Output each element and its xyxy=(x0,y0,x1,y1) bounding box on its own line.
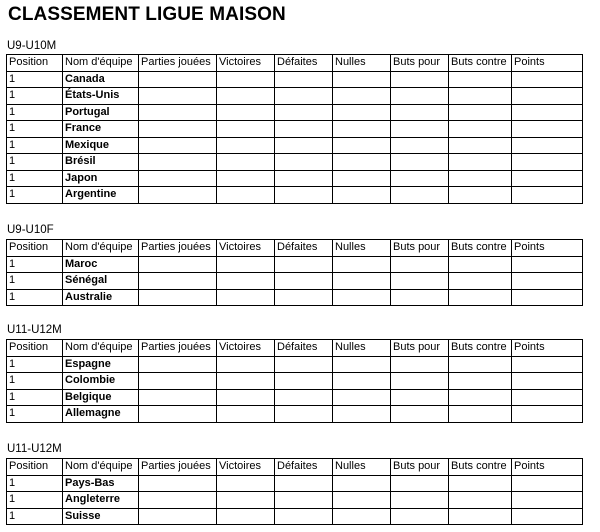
empty-stat-cell xyxy=(512,104,583,121)
team-name-cell: Brésil xyxy=(63,154,139,171)
page-title: CLASSEMENT LIGUE MAISON xyxy=(8,4,286,25)
column-header: Points xyxy=(512,240,583,257)
position-cell: 1 xyxy=(7,289,63,306)
empty-stat-cell xyxy=(512,273,583,290)
position-cell: 1 xyxy=(7,356,63,373)
empty-stat-cell xyxy=(333,187,391,204)
table-row xyxy=(7,406,583,423)
column-header: Buts contre xyxy=(449,459,512,476)
column-header: Défaites xyxy=(275,340,333,357)
column-header: Victoires xyxy=(217,340,275,357)
empty-stat-cell xyxy=(449,475,512,492)
empty-stat-cell xyxy=(275,71,333,88)
column-header: Parties jouées xyxy=(139,55,217,72)
column-header: Nom d'équipe xyxy=(63,340,139,357)
empty-stat-cell xyxy=(275,373,333,390)
empty-stat-cell xyxy=(391,121,449,138)
column-header: Nulles xyxy=(333,55,391,72)
empty-stat-cell xyxy=(449,137,512,154)
empty-stat-cell xyxy=(275,492,333,509)
empty-stat-cell xyxy=(217,356,275,373)
column-header: Nom d'équipe xyxy=(63,240,139,257)
empty-stat-cell xyxy=(217,508,275,525)
empty-stat-cell xyxy=(139,373,217,390)
team-name-cell: Espagne xyxy=(63,356,139,373)
position-cell: 1 xyxy=(7,88,63,105)
empty-stat-cell xyxy=(449,289,512,306)
empty-stat-cell xyxy=(512,121,583,138)
empty-stat-cell xyxy=(275,389,333,406)
table-row xyxy=(7,137,583,154)
position-cell: 1 xyxy=(7,373,63,390)
empty-stat-cell xyxy=(217,475,275,492)
table-row xyxy=(7,187,583,204)
empty-stat-cell xyxy=(333,170,391,187)
empty-stat-cell xyxy=(333,492,391,509)
empty-stat-cell xyxy=(139,492,217,509)
empty-stat-cell xyxy=(391,154,449,171)
empty-stat-cell xyxy=(391,170,449,187)
empty-stat-cell xyxy=(449,492,512,509)
empty-stat-cell xyxy=(333,137,391,154)
position-cell: 1 xyxy=(7,389,63,406)
table-row xyxy=(7,71,583,88)
empty-stat-cell xyxy=(217,406,275,423)
table-row xyxy=(7,170,583,187)
table-header-row xyxy=(7,55,583,72)
empty-stat-cell xyxy=(275,406,333,423)
column-header: Position xyxy=(7,55,63,72)
column-header: Buts contre xyxy=(449,55,512,72)
empty-stat-cell xyxy=(512,508,583,525)
empty-stat-cell xyxy=(512,289,583,306)
column-header: Points xyxy=(512,459,583,476)
position-cell: 1 xyxy=(7,170,63,187)
empty-stat-cell xyxy=(449,406,512,423)
team-name-cell: France xyxy=(63,121,139,138)
empty-stat-cell xyxy=(333,256,391,273)
table-row xyxy=(7,121,583,138)
empty-stat-cell xyxy=(217,373,275,390)
table-row xyxy=(7,88,583,105)
empty-stat-cell xyxy=(275,475,333,492)
empty-stat-cell xyxy=(217,256,275,273)
empty-stat-cell xyxy=(391,492,449,509)
position-cell: 1 xyxy=(7,104,63,121)
team-name-cell: Suisse xyxy=(63,508,139,525)
empty-stat-cell xyxy=(512,389,583,406)
empty-stat-cell xyxy=(139,137,217,154)
team-name-cell: Japon xyxy=(63,170,139,187)
empty-stat-cell xyxy=(217,121,275,138)
table-header-row xyxy=(7,240,583,257)
empty-stat-cell xyxy=(449,356,512,373)
team-name-cell: Maroc xyxy=(63,256,139,273)
team-name-cell: Angleterre xyxy=(63,492,139,509)
column-header: Nom d'équipe xyxy=(63,459,139,476)
empty-stat-cell xyxy=(275,356,333,373)
empty-stat-cell xyxy=(139,170,217,187)
column-header: Buts pour xyxy=(391,340,449,357)
column-header: Position xyxy=(7,240,63,257)
team-name-cell: Canada xyxy=(63,71,139,88)
empty-stat-cell xyxy=(333,475,391,492)
standings-table xyxy=(6,54,583,204)
empty-stat-cell xyxy=(139,104,217,121)
table-row xyxy=(7,104,583,121)
empty-stat-cell xyxy=(391,373,449,390)
column-header: Points xyxy=(512,340,583,357)
team-name-cell: Argentine xyxy=(63,187,139,204)
group-label: U11-U12M xyxy=(7,324,62,336)
table-row xyxy=(7,256,583,273)
table-row xyxy=(7,492,583,509)
empty-stat-cell xyxy=(139,508,217,525)
table-header-row xyxy=(7,459,583,476)
empty-stat-cell xyxy=(333,406,391,423)
empty-stat-cell xyxy=(391,289,449,306)
column-header: Victoires xyxy=(217,459,275,476)
empty-stat-cell xyxy=(391,273,449,290)
empty-stat-cell xyxy=(139,406,217,423)
empty-stat-cell xyxy=(333,508,391,525)
empty-stat-cell xyxy=(333,88,391,105)
column-header: Buts contre xyxy=(449,240,512,257)
standings-table xyxy=(6,458,583,525)
team-name-cell: Mexique xyxy=(63,137,139,154)
team-name-cell: Pays-Bas xyxy=(63,475,139,492)
empty-stat-cell xyxy=(217,389,275,406)
position-cell: 1 xyxy=(7,154,63,171)
empty-stat-cell xyxy=(391,104,449,121)
empty-stat-cell xyxy=(333,356,391,373)
empty-stat-cell xyxy=(449,88,512,105)
table-row xyxy=(7,508,583,525)
empty-stat-cell xyxy=(139,273,217,290)
empty-stat-cell xyxy=(512,71,583,88)
group-label: U9-U10F xyxy=(7,224,54,236)
column-header: Buts pour xyxy=(391,55,449,72)
empty-stat-cell xyxy=(217,289,275,306)
team-name-cell: Australie xyxy=(63,289,139,306)
empty-stat-cell xyxy=(391,71,449,88)
position-cell: 1 xyxy=(7,475,63,492)
position-cell: 1 xyxy=(7,71,63,88)
table-row xyxy=(7,154,583,171)
empty-stat-cell xyxy=(449,121,512,138)
table-row xyxy=(7,373,583,390)
empty-stat-cell xyxy=(217,71,275,88)
empty-stat-cell xyxy=(275,154,333,171)
position-cell: 1 xyxy=(7,137,63,154)
empty-stat-cell xyxy=(217,137,275,154)
standings-table xyxy=(6,239,583,306)
empty-stat-cell xyxy=(217,492,275,509)
column-header: Nulles xyxy=(333,240,391,257)
empty-stat-cell xyxy=(449,508,512,525)
column-header: Buts pour xyxy=(391,459,449,476)
empty-stat-cell xyxy=(391,406,449,423)
empty-stat-cell xyxy=(333,273,391,290)
empty-stat-cell xyxy=(333,289,391,306)
empty-stat-cell xyxy=(449,170,512,187)
empty-stat-cell xyxy=(275,289,333,306)
empty-stat-cell xyxy=(449,71,512,88)
empty-stat-cell xyxy=(139,289,217,306)
empty-stat-cell xyxy=(449,104,512,121)
column-header: Buts contre xyxy=(449,340,512,357)
empty-stat-cell xyxy=(275,256,333,273)
column-header: Points xyxy=(512,55,583,72)
empty-stat-cell xyxy=(217,187,275,204)
team-name-cell: États-Unis xyxy=(63,88,139,105)
team-name-cell: Allemagne xyxy=(63,406,139,423)
empty-stat-cell xyxy=(391,187,449,204)
empty-stat-cell xyxy=(217,88,275,105)
empty-stat-cell xyxy=(275,187,333,204)
column-header: Position xyxy=(7,459,63,476)
empty-stat-cell xyxy=(512,373,583,390)
empty-stat-cell xyxy=(275,170,333,187)
column-header: Nulles xyxy=(333,340,391,357)
empty-stat-cell xyxy=(333,104,391,121)
column-header: Victoires xyxy=(217,55,275,72)
column-header: Défaites xyxy=(275,459,333,476)
empty-stat-cell xyxy=(449,154,512,171)
empty-stat-cell xyxy=(333,71,391,88)
empty-stat-cell xyxy=(275,137,333,154)
column-header: Défaites xyxy=(275,240,333,257)
column-header: Parties jouées xyxy=(139,240,217,257)
team-name-cell: Portugal xyxy=(63,104,139,121)
empty-stat-cell xyxy=(217,170,275,187)
empty-stat-cell xyxy=(275,104,333,121)
empty-stat-cell xyxy=(512,256,583,273)
empty-stat-cell xyxy=(139,88,217,105)
column-header: Parties jouées xyxy=(139,459,217,476)
position-cell: 1 xyxy=(7,256,63,273)
table-row xyxy=(7,389,583,406)
empty-stat-cell xyxy=(139,356,217,373)
empty-stat-cell xyxy=(512,406,583,423)
empty-stat-cell xyxy=(391,508,449,525)
column-header: Parties jouées xyxy=(139,340,217,357)
team-name-cell: Sénégal xyxy=(63,273,139,290)
empty-stat-cell xyxy=(139,71,217,88)
column-header: Victoires xyxy=(217,240,275,257)
standings-table xyxy=(6,339,583,423)
empty-stat-cell xyxy=(449,256,512,273)
empty-stat-cell xyxy=(139,154,217,171)
empty-stat-cell xyxy=(275,508,333,525)
table-row xyxy=(7,356,583,373)
empty-stat-cell xyxy=(217,154,275,171)
table-row xyxy=(7,289,583,306)
empty-stat-cell xyxy=(512,492,583,509)
empty-stat-cell xyxy=(512,356,583,373)
empty-stat-cell xyxy=(449,373,512,390)
empty-stat-cell xyxy=(333,373,391,390)
empty-stat-cell xyxy=(449,187,512,204)
empty-stat-cell xyxy=(275,121,333,138)
team-name-cell: Colombie xyxy=(63,373,139,390)
empty-stat-cell xyxy=(333,154,391,171)
empty-stat-cell xyxy=(139,187,217,204)
position-cell: 1 xyxy=(7,492,63,509)
position-cell: 1 xyxy=(7,121,63,138)
empty-stat-cell xyxy=(512,475,583,492)
empty-stat-cell xyxy=(139,389,217,406)
column-header: Nulles xyxy=(333,459,391,476)
empty-stat-cell xyxy=(217,104,275,121)
empty-stat-cell xyxy=(333,121,391,138)
empty-stat-cell xyxy=(512,187,583,204)
empty-stat-cell xyxy=(391,256,449,273)
empty-stat-cell xyxy=(512,137,583,154)
group-label: U9-U10M xyxy=(7,40,57,52)
position-cell: 1 xyxy=(7,508,63,525)
empty-stat-cell xyxy=(333,389,391,406)
position-cell: 1 xyxy=(7,273,63,290)
empty-stat-cell xyxy=(391,137,449,154)
table-header-row xyxy=(7,340,583,357)
column-header: Nom d'équipe xyxy=(63,55,139,72)
empty-stat-cell xyxy=(391,475,449,492)
empty-stat-cell xyxy=(449,389,512,406)
empty-stat-cell xyxy=(512,154,583,171)
empty-stat-cell xyxy=(512,170,583,187)
team-name-cell: Belgique xyxy=(63,389,139,406)
empty-stat-cell xyxy=(449,273,512,290)
empty-stat-cell xyxy=(139,121,217,138)
empty-stat-cell xyxy=(217,273,275,290)
empty-stat-cell xyxy=(139,256,217,273)
empty-stat-cell xyxy=(275,88,333,105)
group-label: U11-U12M xyxy=(7,443,62,455)
empty-stat-cell xyxy=(512,88,583,105)
position-cell: 1 xyxy=(7,187,63,204)
empty-stat-cell xyxy=(391,88,449,105)
table-row xyxy=(7,475,583,492)
empty-stat-cell xyxy=(139,475,217,492)
empty-stat-cell xyxy=(391,356,449,373)
empty-stat-cell xyxy=(275,273,333,290)
column-header: Défaites xyxy=(275,55,333,72)
column-header: Buts pour xyxy=(391,240,449,257)
position-cell: 1 xyxy=(7,406,63,423)
table-row xyxy=(7,273,583,290)
empty-stat-cell xyxy=(391,389,449,406)
column-header: Position xyxy=(7,340,63,357)
